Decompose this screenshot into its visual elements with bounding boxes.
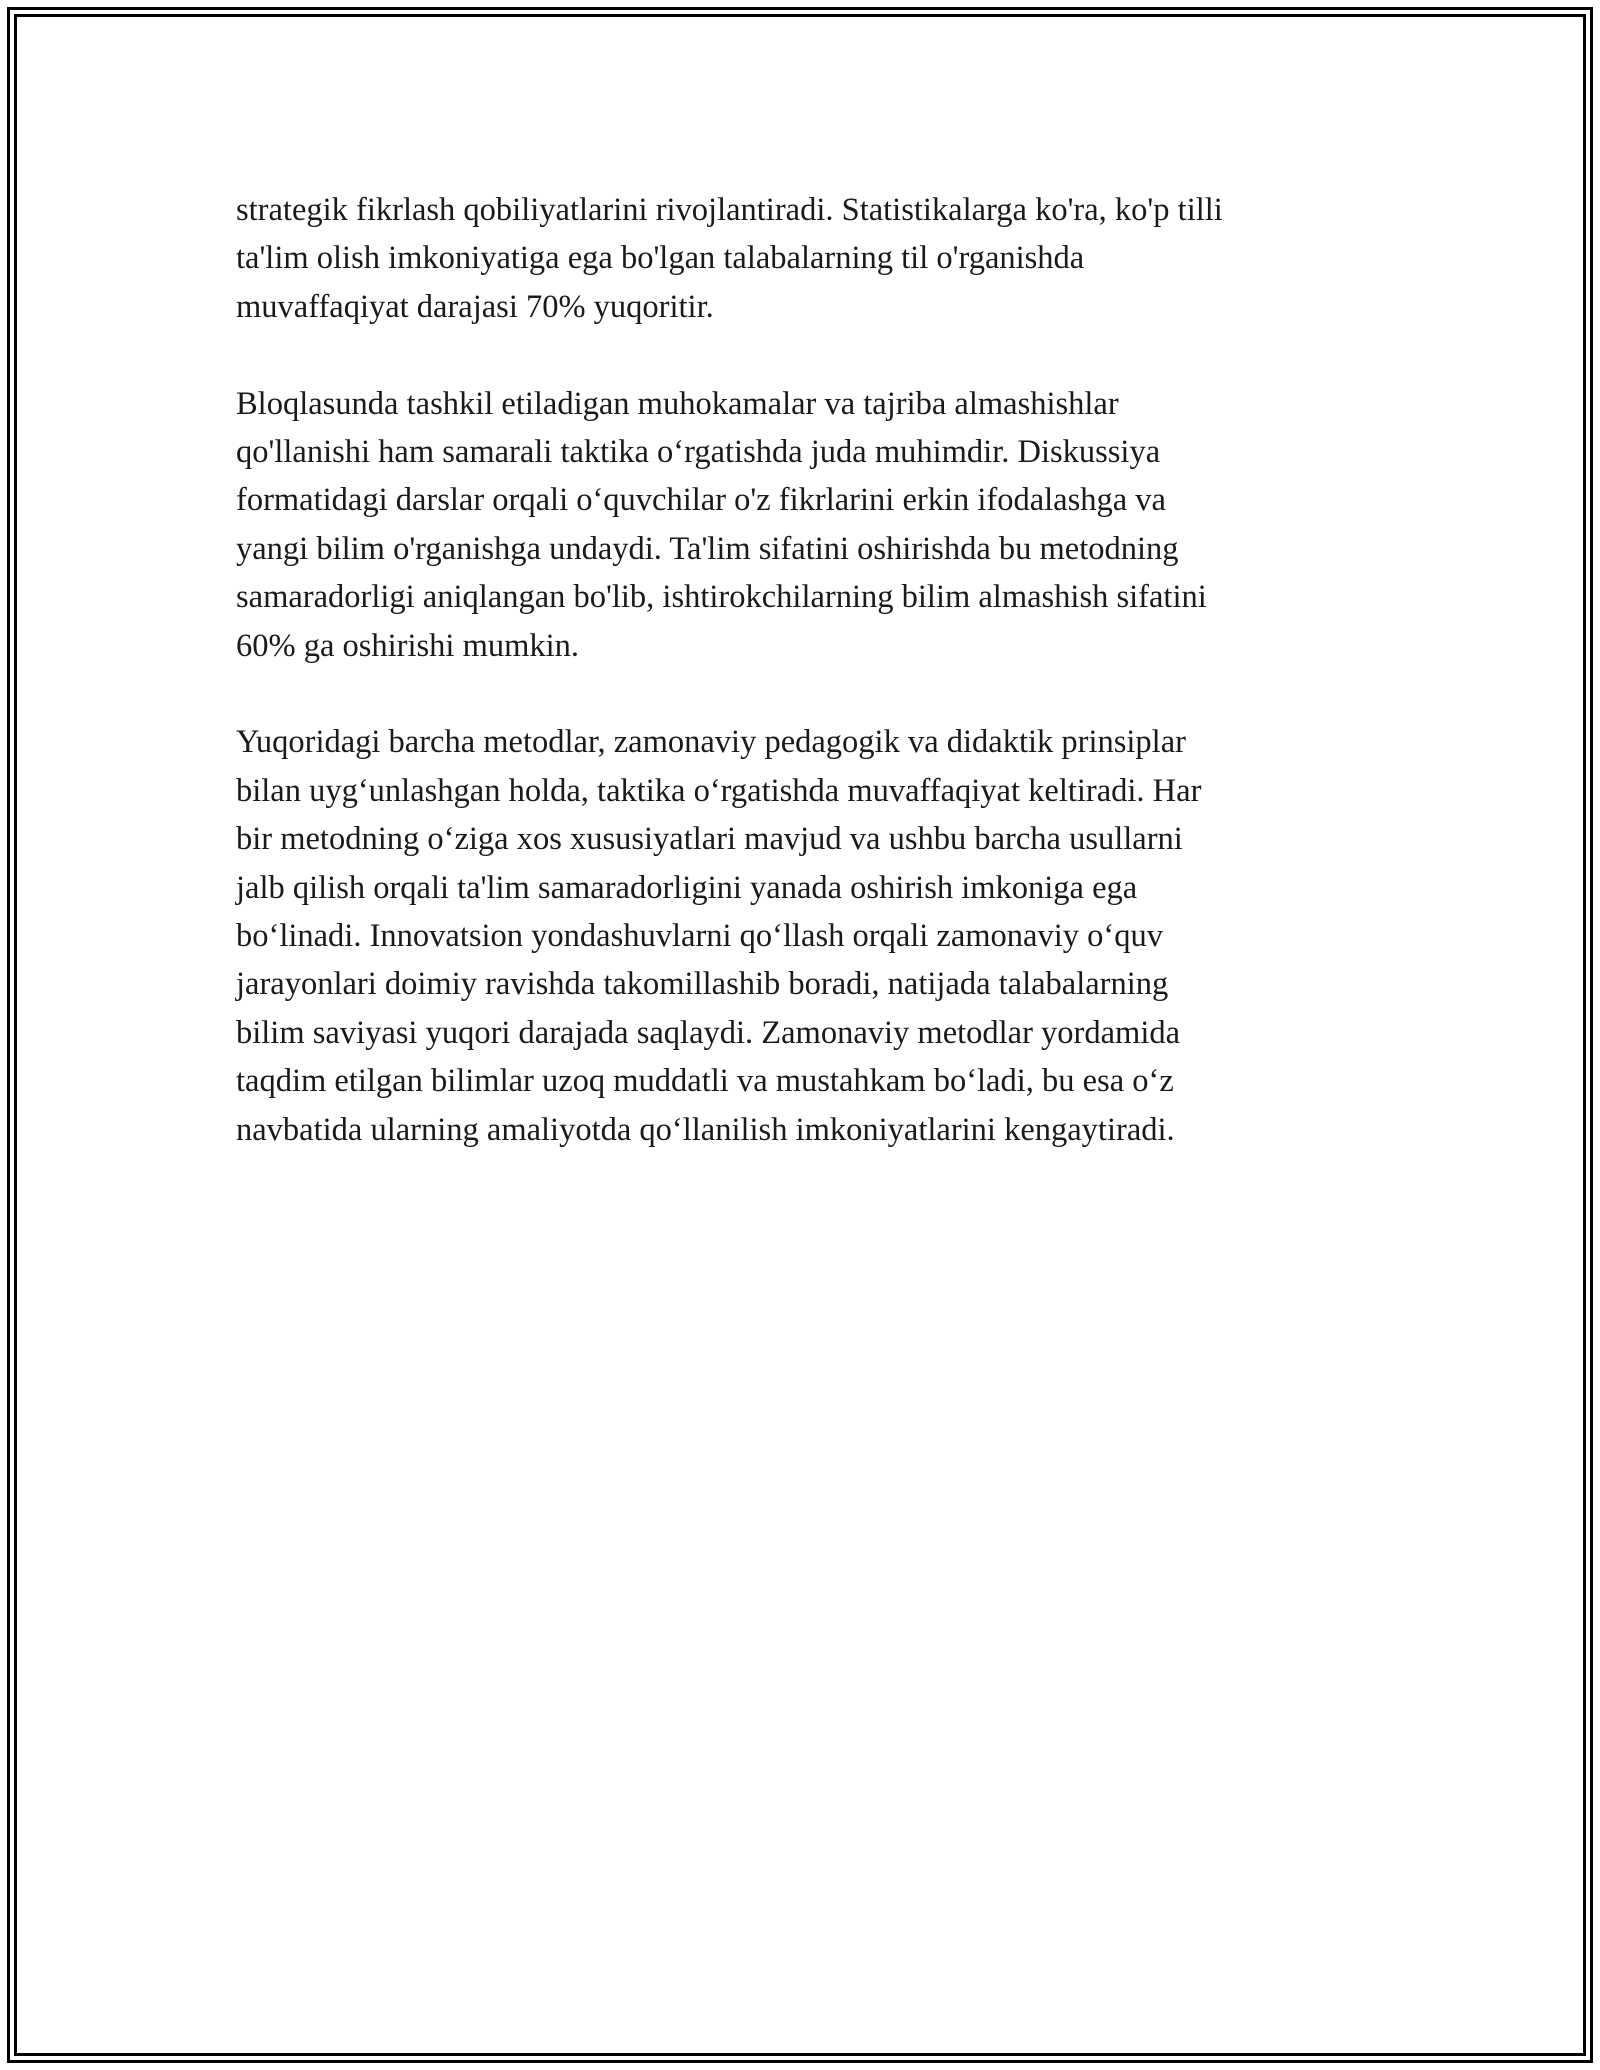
text-line: Yuqoridagi barcha metodlar, zamonaviy pedagogik va didaktik prinsiplar bbox=[236, 724, 1186, 761]
text-line: Bloqlasunda tashkil etiladigan muhokamalar va tajriba almashishlar bbox=[236, 385, 1119, 422]
text-line: jarayonlari doimiy ravishda takomillashib boradi, natijada talabalarning bbox=[236, 966, 1169, 1003]
text-line: muvaffaqiyat darajasi 70% yuqoritir. bbox=[236, 288, 714, 325]
paragraph-3 bbox=[236, 718, 1366, 1154]
text-line: bo‘linadi. Innovatsion yondashuvlarni qo‘llash orqali zamonaviy o‘quv bbox=[236, 918, 1163, 955]
text-line: bilim saviyasi yuqori darajada saqlaydi. Zamonaviy metodlar yordamida bbox=[236, 1014, 1181, 1051]
text-line: samaradorligi aniqlangan bo'lib, ishtirokchilarning bilim almashish sifatini bbox=[236, 579, 1207, 616]
text-line: 60% ga oshirishi mumkin. bbox=[236, 627, 580, 664]
paragraph-1 bbox=[236, 186, 1366, 331]
text-line: taqdim etilgan bilimlar uzoq muddatli va mustahkam bo‘ladi, bu esa o‘z bbox=[236, 1063, 1174, 1100]
text-line: strategik fikrlash qobiliyatlarini rivojlantiradi. Statistikalarga ko'ra, ko'p tilli bbox=[236, 192, 1223, 228]
text-line: qo'llanishi ham samarali taktika o‘rgatishda juda muhimdir. Diskussiya bbox=[236, 434, 1161, 471]
text-line: yangi bilim o'rganishga undaydi. Ta'lim sifatini oshirishda bu metodning bbox=[236, 530, 1179, 567]
text-line: formatidagi darslar orqali o‘quvchilar o'z fikrlarini erkin ifodalashga va bbox=[236, 482, 1166, 519]
text-line: navbatida ularning amaliyotda qo‘llanilish imkoniyatlarini kengaytiradi. bbox=[236, 1111, 1175, 1148]
paragraph-2 bbox=[236, 380, 1366, 670]
text-line: ta'lim olish imkoniyatiga ega bo'lgan talabalarning til o'rganishda bbox=[236, 240, 1085, 277]
document-body bbox=[236, 186, 1366, 1202]
text-line: bilan uyg‘unlashgan holda, taktika o‘rgatishda muvaffaqiyat keltiradi. Har bbox=[236, 772, 1202, 809]
text-line: bir metodning o‘ziga xos xususiyatlari mavjud va ushbu barcha usullarni bbox=[236, 821, 1183, 858]
text-line: jalb qilish orqali ta'lim samaradorligini yanada oshirish imkoniga ega bbox=[236, 869, 1138, 906]
